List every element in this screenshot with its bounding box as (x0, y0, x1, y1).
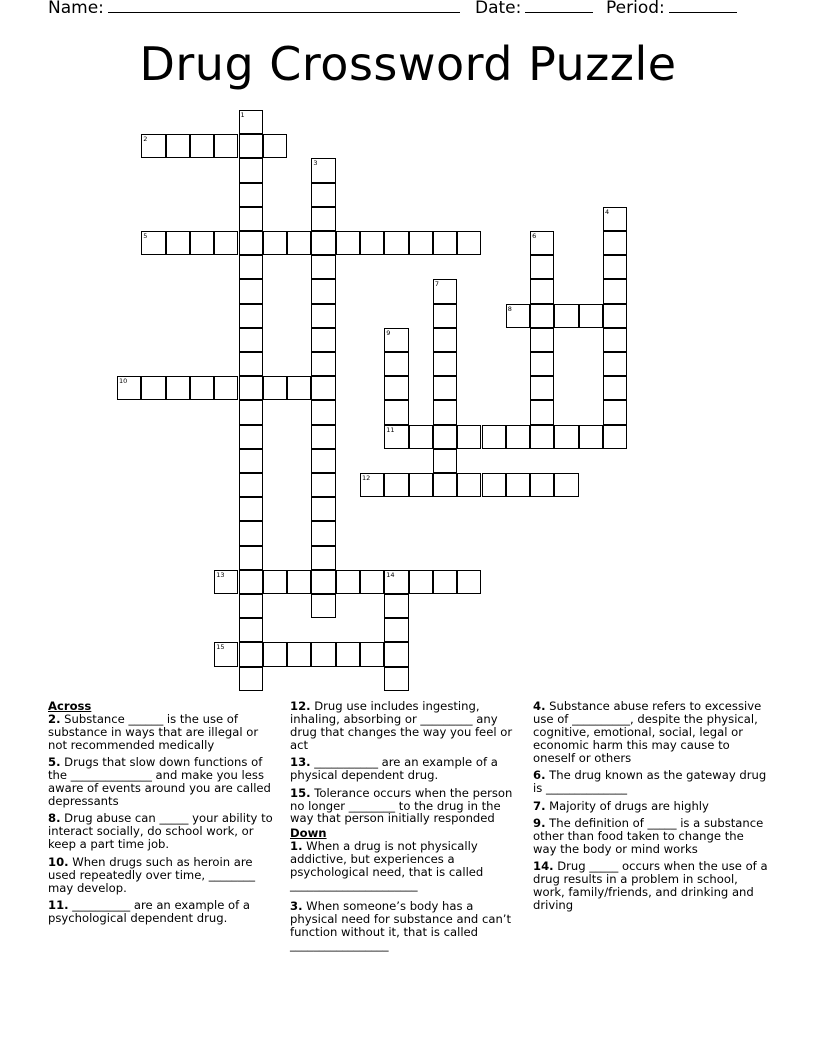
clue-text: __________ are an example of a psychological dependent drug. (48, 898, 251, 925)
clue-number-label: 11 (386, 425, 395, 434)
grid-cell[interactable] (433, 376, 457, 400)
grid-cell[interactable] (384, 231, 408, 255)
grid-cell[interactable] (457, 231, 481, 255)
grid-cell[interactable] (214, 134, 238, 158)
grid-cell[interactable] (239, 449, 263, 473)
grid-cell[interactable] (239, 158, 263, 182)
clue-number: 15. (290, 785, 311, 800)
grid-cell[interactable] (603, 400, 627, 424)
grid-cell[interactable] (530, 352, 554, 376)
grid-cell[interactable] (311, 546, 335, 570)
clue-text: Drug abuse can _____ your ability to interact socially, do school work, or keep a part time job. (48, 811, 273, 852)
clue-down-3 (290, 900, 518, 952)
grid-cell[interactable] (384, 400, 408, 424)
grid-cell[interactable] (311, 497, 335, 521)
clue-number: 1. (290, 839, 303, 854)
clue-down-1 (290, 840, 518, 892)
grid-cell[interactable] (287, 642, 311, 666)
grid-cell[interactable] (263, 231, 287, 255)
grid-cell-14-start[interactable] (384, 570, 408, 594)
grid-cell[interactable] (384, 376, 408, 400)
grid-cell[interactable] (530, 400, 554, 424)
grid-cell[interactable] (311, 521, 335, 545)
clue-text: The definition of _____ is a substance other than food taken to change the way the body or mind works (533, 816, 764, 856)
grid-cell[interactable] (141, 376, 165, 400)
grid-cell[interactable] (263, 642, 287, 666)
grid-cell[interactable] (433, 328, 457, 352)
grid-cell[interactable] (530, 473, 554, 497)
grid-cell[interactable] (214, 231, 238, 255)
clue-down-4 (533, 700, 769, 765)
clue-across-8 (48, 812, 276, 851)
grid-cell[interactable] (311, 473, 335, 497)
grid-cell[interactable] (311, 328, 335, 352)
grid-cell[interactable] (603, 425, 627, 449)
grid-cell[interactable] (239, 546, 263, 570)
clue-number: 3. (290, 898, 303, 913)
grid-cell[interactable] (239, 134, 263, 158)
clue-text: Substance ______ is the use of substance in ways that are illegal or not recommended medically (48, 711, 259, 752)
clue-across-5 (48, 756, 276, 808)
grid-cell-2-start[interactable] (141, 134, 165, 158)
grid-cell[interactable] (239, 642, 263, 666)
name-label: Name: (48, 0, 104, 18)
grid-cell[interactable] (311, 304, 335, 328)
clue-down-9 (533, 817, 769, 856)
clue-down-6 (533, 769, 769, 795)
grid-cell[interactable] (603, 328, 627, 352)
clue-number-label: 8 (507, 304, 512, 313)
grid-cell[interactable] (384, 618, 408, 642)
grid-cell[interactable] (457, 570, 481, 594)
grid-cell[interactable] (360, 570, 384, 594)
grid-cell-12-start[interactable] (360, 473, 384, 497)
clue-number: 5. (48, 755, 61, 770)
clue-number-label: 9 (386, 328, 391, 337)
grid-cell[interactable] (239, 207, 263, 231)
grid-cell[interactable] (482, 425, 506, 449)
grid-cell[interactable] (263, 570, 287, 594)
grid-cell[interactable] (239, 255, 263, 279)
grid-cell[interactable] (433, 352, 457, 376)
period-label: Period: (606, 0, 665, 18)
grid-cell[interactable] (603, 255, 627, 279)
grid-cell[interactable] (311, 279, 335, 303)
grid-cell[interactable] (311, 570, 335, 594)
clue-text: When a drug is not physically addictive, but experiences a psychological need, that is called ______________________ (290, 839, 484, 892)
grid-cell[interactable] (530, 425, 554, 449)
clue-number: 8. (48, 811, 61, 826)
grid-cell[interactable] (311, 352, 335, 376)
clue-number: 7. (533, 798, 546, 813)
clue-number-label: 6 (532, 232, 537, 240)
grid-cell[interactable] (506, 425, 530, 449)
grid-cell[interactable] (409, 570, 433, 594)
grid-cell[interactable] (311, 231, 335, 255)
grid-cell[interactable] (311, 425, 335, 449)
grid-cell[interactable] (530, 304, 554, 328)
grid-cell[interactable] (311, 400, 335, 424)
grid-cell[interactable] (166, 376, 190, 400)
grid-cell[interactable] (433, 425, 457, 449)
clue-text: Drugs that slow down functions of the ______________ and make you less aware of events around you are called depressants (48, 755, 271, 808)
clue-number: 14. (533, 859, 554, 874)
clue-text: When drugs such as heroin are used repeatedly over time, ________ may develop. (48, 854, 256, 895)
clues-column-3 (533, 700, 769, 917)
clue-number-label: 10 (119, 377, 128, 386)
clue-text: Substance abuse refers to excessive use of __________, despite the physical, cognitive, emotional, social, legal or economic harm this may cause to oneself or others (533, 699, 762, 765)
clue-number: 4. (533, 699, 546, 713)
clue-text: The drug known as the gateway drug is ______________ (533, 768, 767, 796)
grid-cell[interactable] (409, 473, 433, 497)
grid-cell-5-start[interactable] (141, 231, 165, 255)
grid-cell[interactable] (311, 642, 335, 666)
grid-cell[interactable] (433, 400, 457, 424)
grid-cell[interactable] (603, 304, 627, 328)
grid-cell[interactable] (433, 570, 457, 594)
grid-cell-7-start[interactable] (433, 279, 457, 303)
grid-cell-15-start[interactable] (214, 642, 238, 666)
grid-cell[interactable] (384, 642, 408, 666)
grid-cell[interactable] (287, 231, 311, 255)
grid-cell-3-start[interactable] (311, 158, 335, 182)
grid-cell[interactable] (433, 304, 457, 328)
grid-cell[interactable] (336, 231, 360, 255)
grid-cell[interactable] (311, 255, 335, 279)
grid-cell[interactable] (239, 473, 263, 497)
grid-cell-9-start[interactable] (384, 328, 408, 352)
clue-across-13 (290, 756, 518, 782)
clue-number: 2. (48, 711, 61, 726)
clue-number-label: 4 (605, 207, 610, 216)
clue-text: Tolerance occurs when the person no longer ________ to the drug in the way that person initially responded (290, 785, 513, 826)
grid-cell[interactable] (239, 231, 263, 255)
grid-cell[interactable] (384, 594, 408, 618)
grid-cell[interactable] (457, 425, 481, 449)
clue-number-label: 12 (362, 474, 371, 482)
grid-cell[interactable] (409, 231, 433, 255)
clue-number: 9. (533, 816, 546, 831)
grid-cell[interactable] (239, 667, 263, 691)
grid-cell[interactable] (166, 231, 190, 255)
grid-cell[interactable] (603, 231, 627, 255)
grid-cell[interactable] (239, 425, 263, 449)
grid-cell[interactable] (311, 207, 335, 231)
grid-cell[interactable] (239, 618, 263, 642)
grid-cell[interactable] (603, 352, 627, 376)
page-title: Drug Crossword Puzzle (139, 37, 677, 91)
grid-cell[interactable] (239, 400, 263, 424)
down-heading: Down (290, 826, 327, 841)
grid-cell-11-start[interactable] (384, 425, 408, 449)
grid-cell[interactable] (530, 328, 554, 352)
grid-cell[interactable] (579, 304, 603, 328)
grid-cell[interactable] (263, 376, 287, 400)
clue-number-label: 1 (240, 111, 245, 119)
clue-down-7 (533, 800, 769, 813)
grid-cell[interactable] (190, 134, 214, 158)
grid-cell-4-start[interactable] (603, 207, 627, 231)
clue-number-label: 14 (386, 570, 395, 579)
grid-cell[interactable] (239, 352, 263, 376)
clue-number: 11. (48, 898, 69, 913)
grid-cell[interactable] (311, 183, 335, 207)
grid-cell[interactable] (239, 328, 263, 352)
grid-cell[interactable] (311, 594, 335, 618)
clue-text: Drug _____ occurs when the use of a drug results in a problem in school, work, family/friends, and drinking and driving (533, 859, 768, 913)
clue-number: 12. (290, 699, 311, 713)
clue-across-11 (48, 899, 276, 925)
grid-cell[interactable] (287, 376, 311, 400)
grid-cell[interactable] (239, 376, 263, 400)
grid-cell[interactable] (239, 570, 263, 594)
grid-cell[interactable] (530, 279, 554, 303)
grid-cell[interactable] (433, 449, 457, 473)
grid-cell[interactable] (482, 473, 506, 497)
grid-cell[interactable] (311, 376, 335, 400)
clue-number: 13. (290, 755, 311, 770)
grid-cell[interactable] (530, 376, 554, 400)
grid-cell[interactable] (603, 376, 627, 400)
clue-text: Drug use includes ingesting, inhaling, absorbing or _________ any drug that changes the way you feel or act (290, 699, 513, 752)
clue-across-12 (290, 700, 518, 752)
clue-number-label: 13 (216, 570, 225, 579)
clue-across-15 (290, 787, 518, 826)
grid-cell[interactable] (166, 134, 190, 158)
clue-across-2 (48, 713, 276, 752)
clue-number: 10. (48, 854, 69, 869)
grid-cell[interactable] (530, 255, 554, 279)
clues-column-1 (48, 700, 276, 929)
across-heading: Across (48, 699, 92, 713)
grid-cell[interactable] (384, 667, 408, 691)
grid-cell[interactable] (579, 425, 603, 449)
grid-cell[interactable] (360, 642, 384, 666)
grid-cell[interactable] (311, 449, 335, 473)
grid-cell[interactable] (384, 352, 408, 376)
clue-text: When someone’s body has a physical need for substance and can’t function without it, that is called _________________ (290, 898, 512, 952)
clue-number-label: 3 (313, 159, 318, 168)
clue-number-label: 5 (143, 232, 148, 240)
date-label: Date: (475, 0, 522, 18)
grid-cell[interactable] (457, 473, 481, 497)
grid-cell[interactable] (554, 473, 578, 497)
grid-cell[interactable] (554, 304, 578, 328)
clue-across-10 (48, 856, 276, 895)
grid-cell[interactable] (239, 497, 263, 521)
grid-cell[interactable] (336, 642, 360, 666)
clue-number-label: 2 (143, 135, 148, 144)
grid-cell[interactable] (190, 231, 214, 255)
grid-cell[interactable] (554, 425, 578, 449)
grid-cell[interactable] (409, 425, 433, 449)
grid-cell[interactable] (287, 570, 311, 594)
grid-cell[interactable] (263, 134, 287, 158)
grid-cell[interactable] (384, 473, 408, 497)
clue-number-label: 7 (434, 280, 440, 289)
grid-cell[interactable] (433, 473, 457, 497)
grid-cell[interactable] (239, 521, 263, 545)
grid-cell[interactable] (433, 231, 457, 255)
clues-column-2 (290, 700, 518, 956)
grid-cell-1-start[interactable] (239, 110, 263, 134)
grid-cell[interactable] (239, 594, 263, 618)
grid-cell-13-start[interactable] (214, 570, 238, 594)
grid-cell[interactable] (214, 376, 238, 400)
grid-cell[interactable] (239, 279, 263, 303)
grid-cell[interactable] (239, 183, 263, 207)
grid-cell[interactable] (603, 279, 627, 303)
grid-cell[interactable] (336, 570, 360, 594)
clue-text: Majority of drugs are highly (549, 798, 709, 813)
grid-cell[interactable] (239, 304, 263, 328)
grid-cell[interactable] (360, 231, 384, 255)
clue-down-14 (533, 860, 769, 912)
clue-number: 6. (533, 768, 546, 783)
grid-cell[interactable] (506, 473, 530, 497)
grid-cell[interactable] (190, 376, 214, 400)
grid-cell-8-start[interactable] (506, 304, 530, 328)
clue-number-label: 15 (216, 643, 225, 652)
grid-cell-6-start[interactable] (530, 231, 554, 255)
grid-cell-10-start[interactable] (117, 376, 141, 400)
clue-text: ___________ are an example of a physical dependent drug. (290, 755, 498, 783)
